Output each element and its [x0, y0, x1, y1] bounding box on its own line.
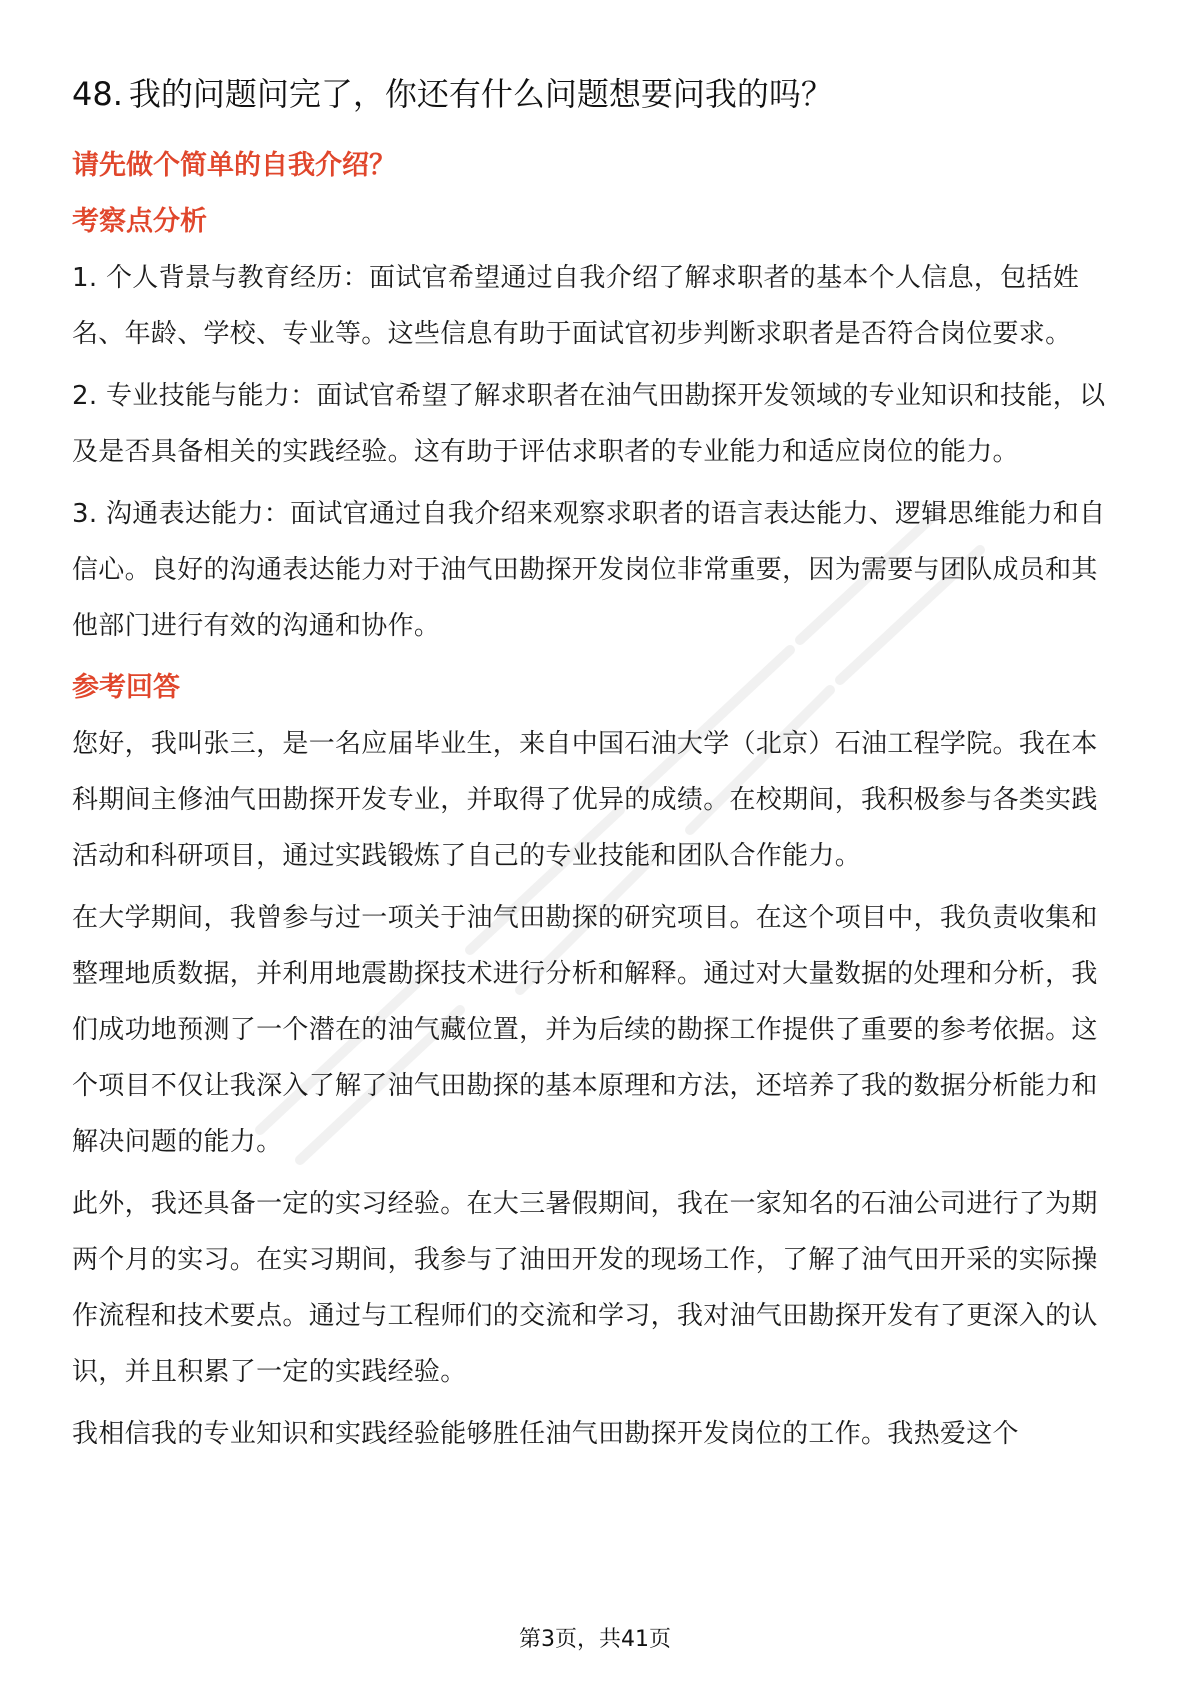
- analysis-point: 1. 个人背景与教育经历：面试官希望通过自我介绍了解求职者的基本个人信息，包括姓名、年龄、学校、专业等。这些信息有助于面试官初步判断求职者是否符合岗位要求。: [72, 263, 1080, 349]
- analysis-point: 2. 专业技能与能力：面试官希望了解求职者在油气田勘探开发领域的专业知识和技能，以及是否具备相关的实践经验。这有助于评估求职者的专业能力和适应岗位的能力。: [72, 381, 1106, 467]
- analysis-point: 3. 沟通表达能力：面试官通过自我介绍来观察求职者的语言表达能力、逻辑思维能力和自信心。良好的沟通表达能力对于油气田勘探开发岗位非常重要，因为需要与团队成员和其他部门进行有效的沟通和协作。: [72, 499, 1106, 641]
- answer-paragraph: 在大学期间，我曾参与过一项关于油气田勘探的研究项目。在这个项目中，我负责收集和整理地质数据，并利用地震勘探技术进行分析和解释。通过对大量数据的处理和分析，我们成功地预测了一个潜在的油气藏位置，并为后续的勘探工作提供了重要的参考依据。这个项目不仅让我深入了解了油气田勘探的基本原理和方法，还培养了我的数据分析能力和解决问题的能力。: [72, 903, 1098, 1157]
- answer-paragraph: 此外，我还具备一定的实习经验。在大三暑假期间，我在一家知名的石油公司进行了为期两个月的实习。在实习期间，我参与了油田开发的现场工作，了解了油气田开采的实际操作流程和技术要点。通过与工程师们的交流和学习，我对油气田勘探开发有了更深入的认识，并且积累了一定的实践经验。: [72, 1189, 1098, 1387]
- page-footer: 第3页，共41页: [519, 1627, 671, 1652]
- question-title: [72, 60, 1122, 128]
- question-number: 48.: [72, 75, 123, 113]
- document-page: [72, 60, 1122, 1468]
- question-text: 我的问题问完了，你还有什么问题想要问我的吗？: [128, 75, 833, 113]
- sub-question: 请先做个简单的自我介绍？: [72, 150, 396, 181]
- answer-paragraph: 我相信我的专业知识和实践经验能够胜任油气田勘探开发岗位的工作。我热爱这个: [72, 1419, 1019, 1449]
- answer-heading: 参考回答: [72, 672, 180, 703]
- answer-paragraph: 您好，我叫张三，是一名应届毕业生，来自中国石油大学（北京）石油工程学院。我在本科期间主修油气田勘探开发专业，并取得了优异的成绩。在校期间，我积极参与各类实践活动和科研项目，通过实践锻炼了自己的专业技能和团队合作能力。: [72, 729, 1098, 871]
- analysis-heading: 考察点分析: [72, 206, 207, 237]
